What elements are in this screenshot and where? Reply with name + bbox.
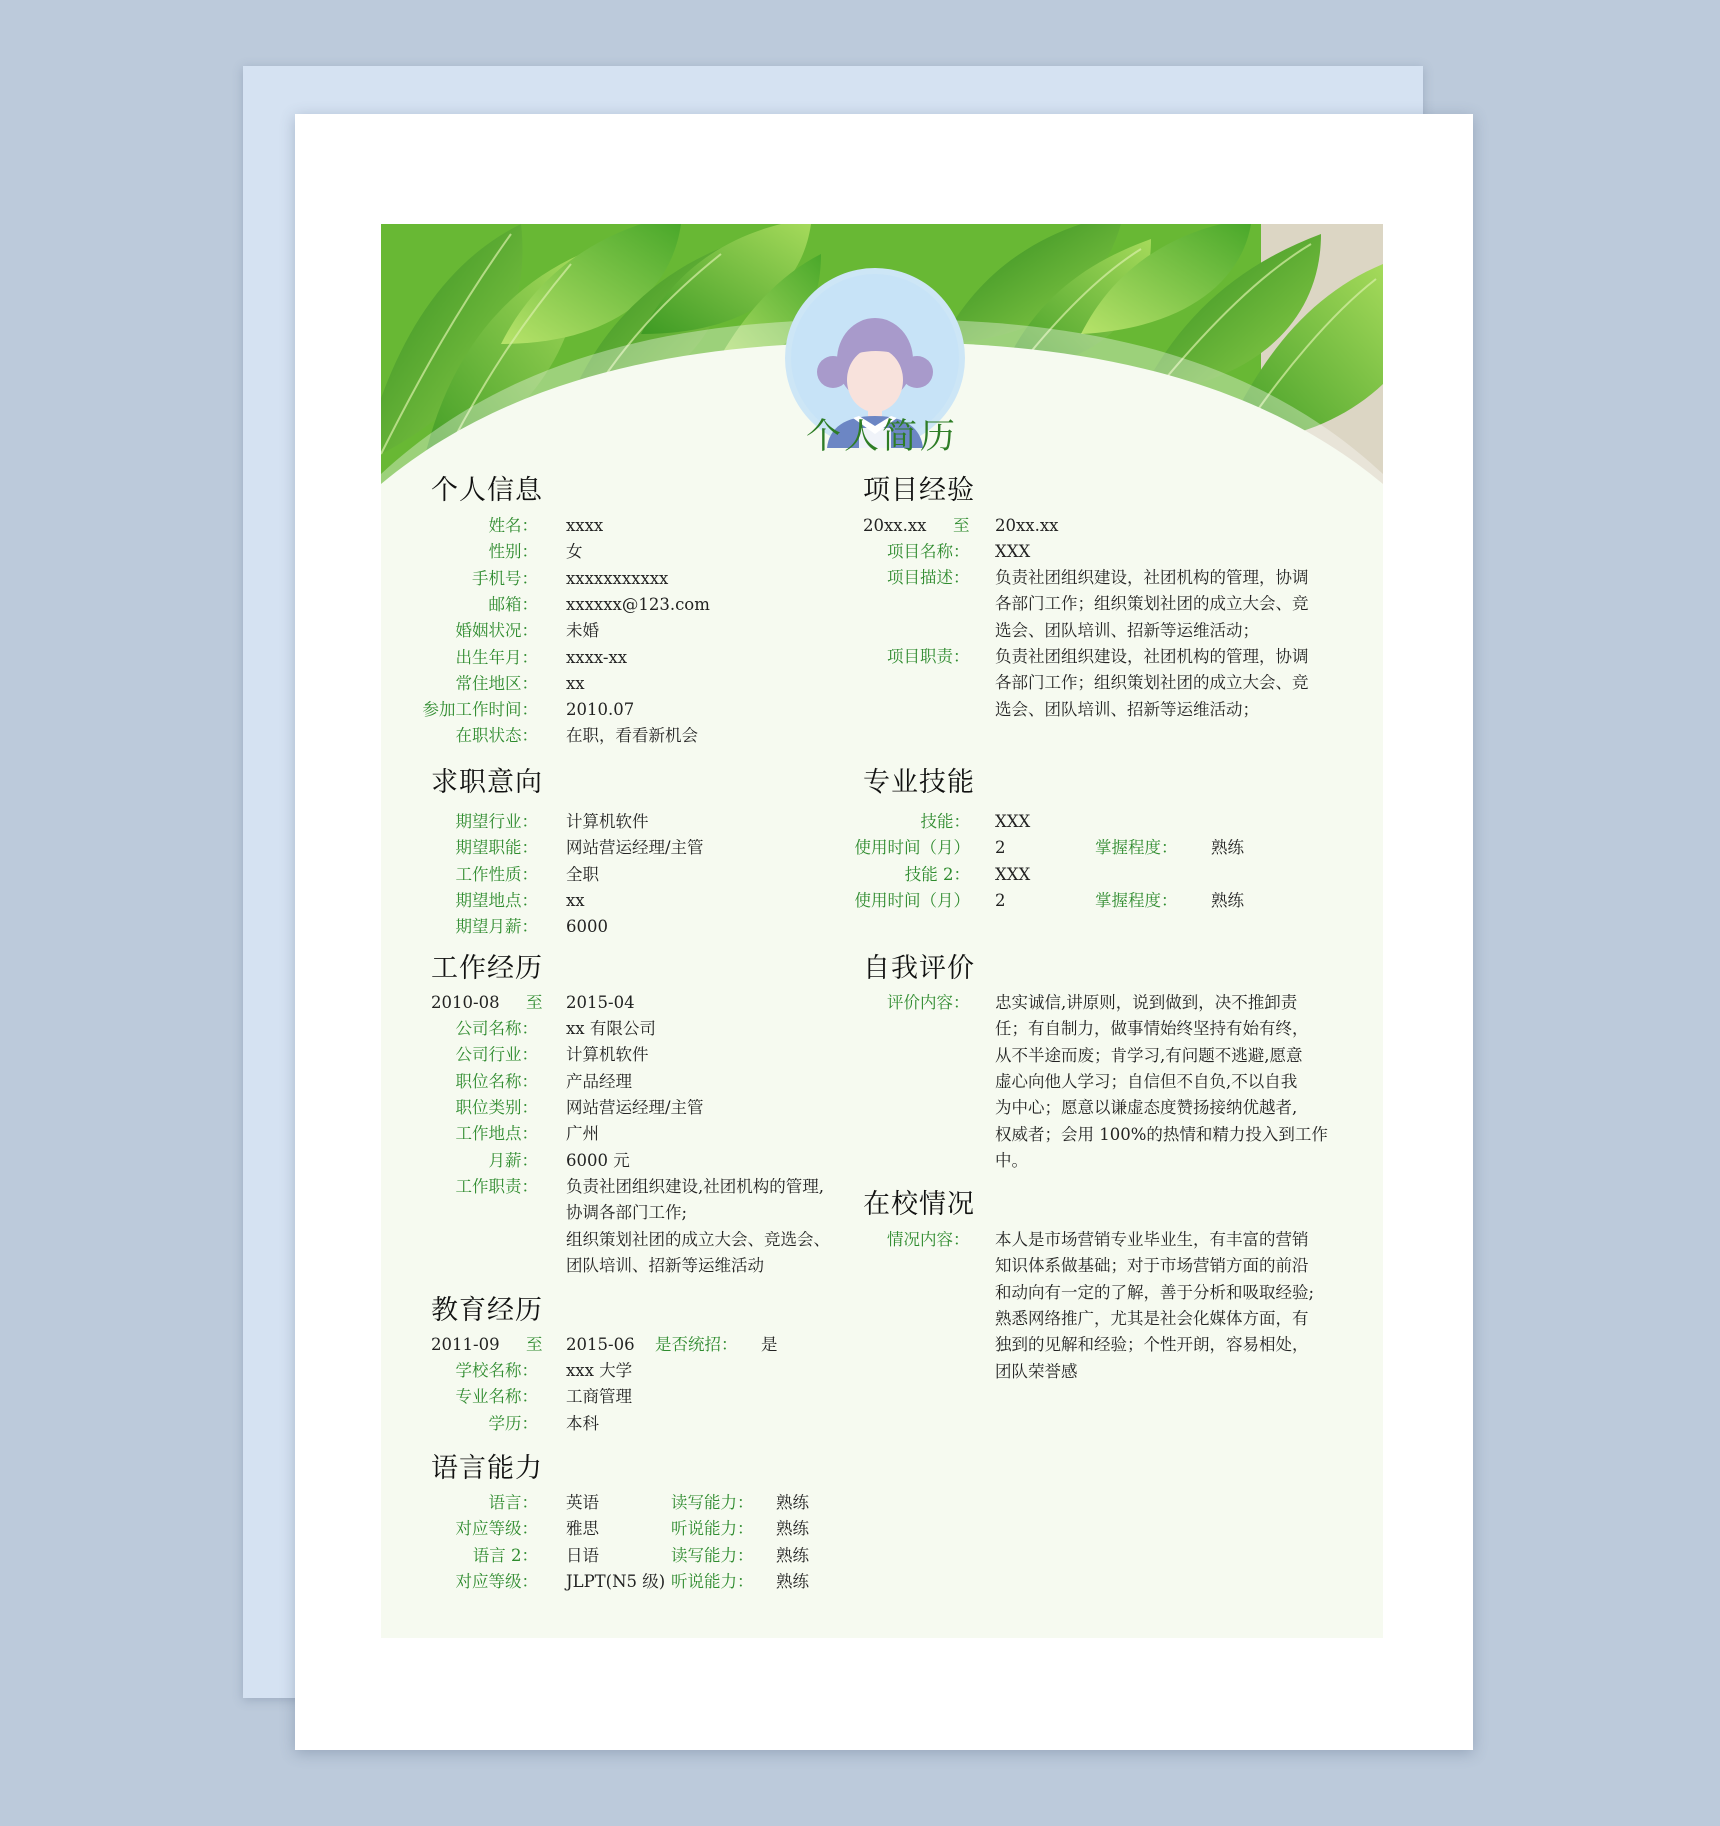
lang-value2: 熟练 bbox=[776, 1571, 809, 1591]
work-end: 2015-04 bbox=[566, 993, 635, 1012]
skill-level-label: 掌握程度： bbox=[1095, 890, 1178, 910]
personal-label: 出生年月： bbox=[455, 647, 538, 667]
work-value: 网站营运经理/主管 bbox=[566, 1097, 704, 1117]
work-duty-line: 协调各部门工作; bbox=[566, 1203, 688, 1223]
lang-label: 对应等级： bbox=[455, 1571, 538, 1591]
lang-value2: 熟练 bbox=[776, 1519, 809, 1539]
project-name-value: XXX bbox=[995, 542, 1031, 561]
personal-label: 参加工作时间： bbox=[422, 700, 538, 720]
project-desc-line: 选会、团队培训、招新等运维活动； bbox=[995, 620, 1259, 640]
self-eval-line: 权威者；会用 100%的热情和精力投入到工作 bbox=[995, 1124, 1328, 1144]
campus-line: 和动向有一定的了解，善于分析和吸取经验; bbox=[995, 1282, 1315, 1302]
section-title-language: 语言能力 bbox=[431, 1453, 543, 1484]
lang-label: 对应等级： bbox=[455, 1519, 538, 1539]
work-label: 公司名称： bbox=[455, 1019, 538, 1038]
lang-label2: 读写能力： bbox=[671, 1493, 754, 1512]
skill-level-value: 熟练 bbox=[1211, 890, 1244, 910]
intent-label: 期望职能： bbox=[455, 838, 538, 858]
work-value: 计算机软件 bbox=[566, 1045, 649, 1065]
personal-label: 婚姻状况： bbox=[455, 621, 538, 641]
work-duty-label: 工作职责： bbox=[455, 1177, 538, 1196]
work-duty-line: 组织策划社团的成立大会、竞选会、 bbox=[566, 1229, 830, 1249]
personal-value: 女 bbox=[566, 542, 583, 562]
intent-value: xx bbox=[566, 890, 585, 910]
work-value: 产品经理 bbox=[566, 1071, 632, 1091]
project-name-label: 项目名称： bbox=[887, 542, 970, 561]
campus-label: 情况内容： bbox=[887, 1230, 970, 1249]
work-duty-line: 团队培训、招新等运维活动 bbox=[566, 1255, 764, 1275]
project-desc-label: 项目描述： bbox=[887, 568, 970, 587]
personal-label: 性别： bbox=[488, 542, 538, 562]
project-end: 20xx.xx bbox=[995, 516, 1059, 535]
lang-value: 雅思 bbox=[566, 1519, 599, 1539]
lang-value: 英语 bbox=[566, 1493, 599, 1512]
campus-line: 团队荣誉感 bbox=[995, 1361, 1078, 1381]
personal-value: 在职，看看新机会 bbox=[566, 726, 698, 746]
project-to: 至 bbox=[953, 516, 970, 535]
lang-label: 语言 2： bbox=[472, 1545, 538, 1565]
self-eval-line: 从不半途而废；肯学习,有问题不逃避,愿意 bbox=[995, 1045, 1303, 1065]
edu-to: 至 bbox=[526, 1335, 543, 1354]
personal-value: 未婚 bbox=[566, 621, 599, 641]
personal-value: xxxx bbox=[566, 516, 604, 535]
personal-label: 姓名： bbox=[488, 516, 538, 535]
edu-label: 学校名称： bbox=[455, 1361, 538, 1380]
intent-value: 6000 bbox=[566, 917, 608, 937]
personal-value: xxxxxxxxxxx bbox=[566, 568, 669, 588]
personal-label: 在职状态： bbox=[455, 726, 538, 746]
lang-label2: 听说能力： bbox=[671, 1571, 754, 1591]
work-value: 广州 bbox=[566, 1124, 599, 1144]
skill-level-label: 掌握程度： bbox=[1095, 838, 1178, 858]
skill-level-value: 熟练 bbox=[1211, 838, 1244, 858]
personal-value: 2010.07 bbox=[566, 700, 635, 720]
skill-value: XXX bbox=[995, 864, 1031, 884]
intent-value: 全职 bbox=[566, 864, 599, 884]
skill-label: 技能： bbox=[920, 812, 970, 831]
self-eval-line: 任；有自制力，做事情始终坚持有始有终， bbox=[995, 1019, 1309, 1039]
campus-line: 独到的见解和经验；个性开朗，容易相处， bbox=[995, 1335, 1309, 1355]
lang-value2: 熟练 bbox=[776, 1545, 809, 1565]
edu-label: 学历： bbox=[488, 1413, 538, 1433]
skill-value: 2 bbox=[995, 890, 1006, 910]
project-duty-line: 选会、团队培训、招新等运维活动； bbox=[995, 699, 1259, 719]
edu-start: 2011-09 bbox=[431, 1335, 500, 1354]
personal-value: xxxxxx@123.com bbox=[566, 594, 710, 614]
section-title-campus: 在校情况 bbox=[863, 1189, 975, 1220]
lang-label2: 读写能力： bbox=[671, 1545, 754, 1565]
lang-label2: 听说能力： bbox=[671, 1519, 754, 1539]
edu-label: 专业名称： bbox=[455, 1387, 538, 1407]
work-label: 职位名称： bbox=[455, 1071, 538, 1091]
project-duty-line: 负责社团组织建设，社团机构的管理，协调 bbox=[995, 647, 1309, 666]
skill-label: 使用时间（月） bbox=[854, 838, 970, 858]
personal-value: xxxx-xx bbox=[566, 647, 628, 667]
resume-title: 个人简历 bbox=[805, 417, 958, 457]
personal-label: 常住地区： bbox=[455, 673, 538, 693]
edu-value: 本科 bbox=[566, 1413, 599, 1433]
intent-label: 期望行业： bbox=[455, 812, 538, 831]
work-label: 工作地点： bbox=[455, 1124, 538, 1144]
section-title-self-eval: 自我评价 bbox=[863, 953, 975, 984]
self-eval-line: 忠实诚信,讲原则，说到做到，决不推卸责 bbox=[995, 993, 1298, 1012]
intent-label: 期望地点： bbox=[455, 890, 538, 910]
lang-value2: 熟练 bbox=[776, 1493, 809, 1512]
edu-value: 工商管理 bbox=[566, 1387, 632, 1407]
self-eval-line: 为中心；愿意以谦虚态度赞扬接纳优越者, bbox=[995, 1098, 1298, 1118]
resume-page bbox=[381, 224, 1383, 1638]
edu-unified-value: 是 bbox=[761, 1335, 778, 1354]
lang-value: 日语 bbox=[566, 1545, 599, 1565]
skill-label: 技能 2： bbox=[904, 864, 970, 884]
lang-value: JLPT(N5 级) bbox=[566, 1571, 666, 1591]
campus-line: 熟悉网络推广，尤其是社会化媒体方面，有 bbox=[995, 1308, 1309, 1328]
lang-label: 语言： bbox=[488, 1493, 538, 1512]
personal-value: xx bbox=[566, 673, 585, 693]
intent-value: 网站营运经理/主管 bbox=[566, 838, 704, 858]
project-desc-line: 负责社团组织建设，社团机构的管理，协调 bbox=[995, 568, 1309, 587]
edu-value: xxx 大学 bbox=[566, 1361, 633, 1380]
work-to: 至 bbox=[526, 993, 543, 1012]
section-title-intent: 求职意向 bbox=[431, 767, 543, 798]
work-duty-line: 负责社团组织建设,社团机构的管理, bbox=[566, 1177, 824, 1196]
section-title-education: 教育经历 bbox=[431, 1295, 543, 1326]
campus-line: 知识体系做基础；对于市场营销方面的前沿 bbox=[995, 1256, 1309, 1276]
project-duty-line: 各部门工作；组织策划社团的成立大会、竞 bbox=[995, 673, 1309, 693]
section-title-work: 工作经历 bbox=[431, 953, 543, 984]
section-title-skills: 专业技能 bbox=[863, 767, 975, 798]
self-eval-line: 虚心向他人学习；自信但不自负,不以自我 bbox=[995, 1071, 1298, 1091]
self-eval-line: 中。 bbox=[995, 1150, 1028, 1170]
edu-unified-label: 是否统招： bbox=[655, 1335, 738, 1354]
intent-value: 计算机软件 bbox=[566, 812, 649, 831]
campus-line: 本人是市场营销专业毕业生，有丰富的营销 bbox=[995, 1230, 1309, 1249]
skill-label: 使用时间（月） bbox=[854, 890, 970, 910]
work-start: 2010-08 bbox=[431, 993, 500, 1012]
work-label: 月薪： bbox=[488, 1150, 538, 1170]
intent-label: 期望月薪： bbox=[455, 917, 538, 937]
section-title-project: 项目经验 bbox=[863, 475, 975, 506]
edu-end: 2015-06 bbox=[566, 1335, 635, 1354]
project-desc-line: 各部门工作；组织策划社团的成立大会、竞 bbox=[995, 594, 1309, 614]
work-label: 职位类别： bbox=[455, 1097, 538, 1117]
section-title-personal: 个人信息 bbox=[431, 475, 543, 506]
work-value: 6000 元 bbox=[566, 1150, 630, 1170]
skill-value: XXX bbox=[995, 812, 1031, 831]
personal-label: 邮箱： bbox=[488, 594, 538, 614]
self-eval-label: 评价内容： bbox=[887, 993, 970, 1012]
intent-label: 工作性质： bbox=[455, 864, 538, 884]
personal-label: 手机号： bbox=[472, 568, 538, 588]
project-duty-label: 项目职责： bbox=[887, 647, 970, 666]
work-value: xx 有限公司 bbox=[566, 1019, 656, 1038]
skill-value: 2 bbox=[995, 838, 1006, 858]
project-start: 20xx.xx bbox=[863, 516, 927, 535]
work-label: 公司行业： bbox=[455, 1045, 538, 1065]
